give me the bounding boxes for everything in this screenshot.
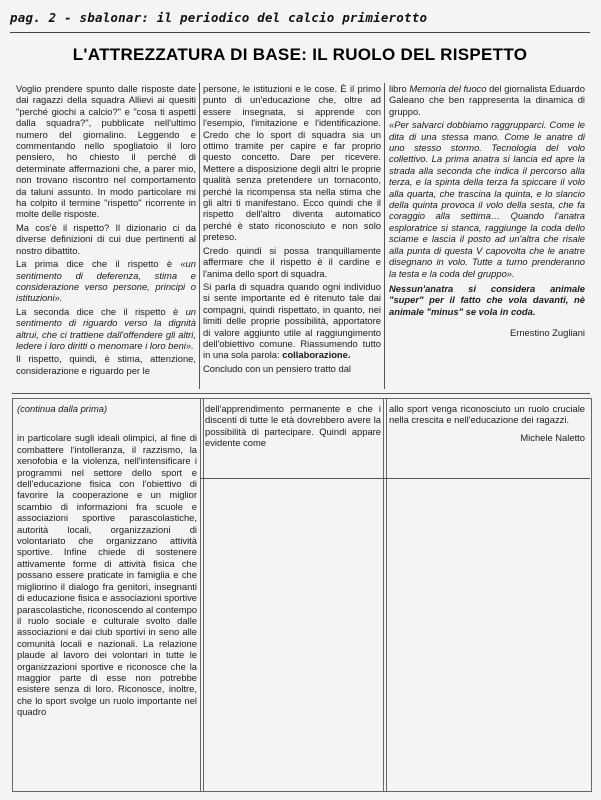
quoted-definition: un sentimento di riguardo verso la dignità altrui, che ci trattiene dall'offendere gli altri, ledere i loro diritti o menomare i loro beni». [16,305,196,351]
empty-area-divider [200,478,590,479]
column-divider [199,83,200,389]
article-column-2 [203,83,381,393]
section-divider [12,393,590,394]
author-signature: Ernestino Zugliani [509,327,585,339]
continued-column-2 [205,403,381,463]
article-column-1 [16,83,196,393]
column-divider [384,83,385,389]
article-column-3 [389,83,585,393]
paragraph: Voglio prendere spunto dalle risposte date dai ragazzi della squadra Allievi ai quesiti "perché giochi a calcio?" e "cosa ti aspetti dalla squadra?", pubblicate nell'ultimo numero del giornalino. Leggendo e commentando nello spogliatoio il loro pensiero, ho chiesto il perché di determinate affermazioni che, a parer mio, non trovano riscontro nel comportamento da taluni assunto. In modo particolare mi ha colpito il termine "rispetto" ricorrente in molte delle risposte. [16,83,196,220]
paragraph: dell'apprendimento permanente e che i discenti di tutte le età dovrebbero avere la possibilità di partecipare. Quindi appare evidente come [205,403,381,449]
paragraph: Il rispetto, quindi, è stima, attenzione, considerazione e riguardo per le [16,353,196,376]
paragraph [203,281,381,361]
book-title: Memoria del fuoco [409,83,487,94]
paragraph: in particolare sugli ideali olimpici, al fine di combattere l'intolleranza, il razzismo, la xenofobia e la violenza, nell'intensificare i programmi nel settore dello sport e dell'educazione fisica con l'obiettivo di favorire la cooperazione e un miglior scambio di informazioni fra scuole e associazioni sportive parascolastiche, autorità locali, organizzazioni di volontariato che organizzano attività sportive. Infine chiede di sostenere attivamente forme di attività fisica che possano essere praticate in famiglia e che migliorino il dialogo fra genitori, insegnanti di educazione fisica e associazioni sportive parascolastiche, riconoscendo al contempo il ruolo sociale e culturale svolto dalle associazioni e dai club sportivi in seno alle comunità locali e nazionali. La relazione plaude al lavoro dei volontari in tutte le organizzazioni sportive e riconosce che la maggior parte di esse non potrebbe esistere senza di loro. Riconosce, inoltre, che lo sport svolge un ruolo importante nel quadro [17,432,197,718]
paragraph: allo sport venga riconosciuto un ruolo cruciale nella crescita e nell'educazione dei ragazzi. [389,403,585,426]
continued-note: (continua dalla prima) [17,403,108,414]
continued-column-3 [389,403,585,483]
text-span: La seconda dice che il rispetto è [16,305,186,317]
quote-paragraph: «Per salvarci dobbiamo raggrupparci. Come le dita di una stessa mano. Come le anatre di uno stesso stormo. Tecnologia del volo collettivo. La prima anatra si lancia ed apre la strada alla seconda che indica il percorso alla terza, e la spinta della terza fa spiccare il volo alla quarta, che trascina la quinta, e lo slancio della quinta provoca il volo della sesta, che fa coraggio alla settima… Quando l'anatra esploratrice si stanca, raggiunge la coda dello sciame e lascia il posto ad un'altra che risale alla punta di questa V capovolta che le anatre disegnano in volo. Tutte a turno prenderanno la testa e la coda del gruppo». [389,119,585,279]
paragraph: Ma cos'è il rispetto? Il dizionario ci da diverse definizioni di cui due pertinenti al nostro dibattito. [16,221,196,256]
quoted-definition: «un sentimento di deferenza, stima e considerazione verso persone, principi o istituzioni». [16,258,196,304]
paragraph [16,258,196,304]
keyword-bold: collaborazione. [282,349,351,361]
paragraph [16,306,196,352]
paragraph: persone, le istituzioni e le cose. È il primo punto di un'educazione che, oltre ad essere insegnata, si apprende con l'esempio, l'imitazione e l'identificazione. Credo che lo sport di squadra sia un ottimo tramite per capire e far proprio questo concetto. Dare per ricevere. Mettere a disposizione degli altri le proprie qualità senza pretendere un tornaconto, perché la ricompensa sta nella stima che gli altri ti manifestano. Ecco quindi che il rispetto dell'altro diventa automatico perché è stato riconosciuto e non solo preteso. [203,83,381,243]
closing-paragraph: Nessun'anatra si considera animale "super" per il fatto che vola davanti, nè animale "minus" se vola in coda. [389,282,585,317]
text-span: Si parla di squadra quando ogni individuo si sente importante ed è ritenuto tale dai compagni, quindi rispettato, in quanto, nei limiti delle proprie possibilità, apportatore di valore aggiunto utile al raggiungimento dell'obiettivo comune. Riassumendo tutto in una sola parola: [203,280,381,361]
text-span: del giornalista Eduardo Galeano che ben rappresenta la dinamica di gruppo. [389,83,585,117]
author-signature: Michele Naletto [520,431,585,443]
paragraph: Concludo con un pensiero tratto dal [203,362,352,374]
text-span: libro [389,83,410,94]
article-title: L'ATTREZZATURA DI BASE: IL RUOLO DEL RISPETTO [72,45,528,64]
text-span: La prima dice che il rispetto è [16,258,181,270]
page-header: pag. 2 - sbalonar: il periodico del calcio primierotto [10,10,590,33]
paragraph [389,83,585,117]
paragraph: Credo quindi si possa tranquillamente affermare che il rispetto è il cardine e l'anima dello sport di squadra. [203,244,381,279]
continued-column-1 [17,403,197,788]
